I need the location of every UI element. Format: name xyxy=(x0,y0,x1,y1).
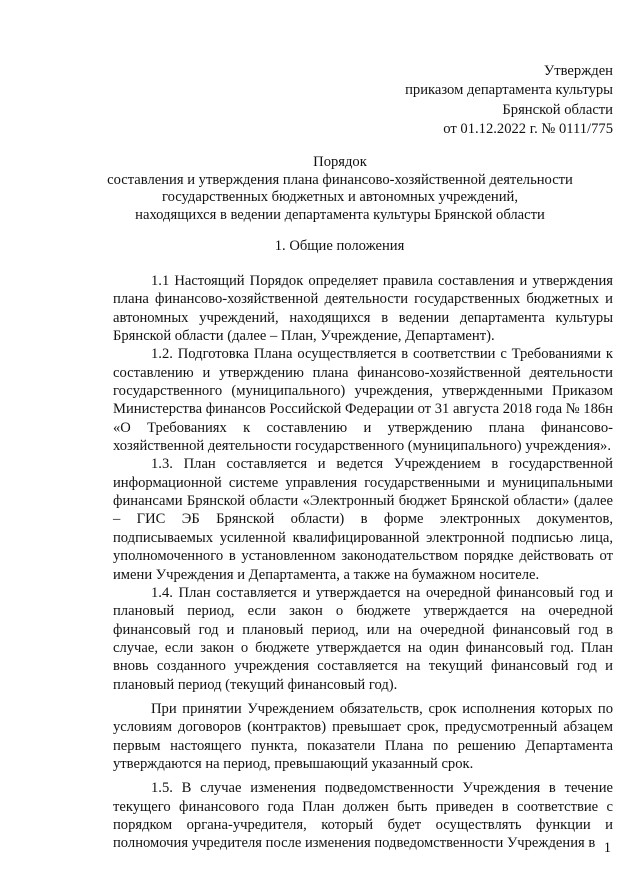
section-heading: 1. Общие положения xyxy=(274,238,405,254)
document-title xyxy=(100,154,580,224)
title-line-3: государственных бюджетных и автономных учреждений, xyxy=(161,189,518,205)
paragraph-1-4-obligations: При принятии Учреждением обязательств, срок исполнения которых по условиям договоров (контрактов) превышает срок, предусмотренный абзацем первым настоящего пункта, показатели Плана по решению Департамента утверждаются на период, превышающий указанный срок. xyxy=(113,700,613,772)
approval-line-date-number: от 01.12.2022 г. № 0111/775 xyxy=(443,121,613,138)
paragraph-1-5: 1.5. В случае изменения подведомственности Учреждения в течение текущего финансового года План должен быть приведен в соответствие с порядком органа-учредителя, который будет осуществлять функции и полномочия учредителя после изменения подведомственности Учреждения в xyxy=(113,780,613,852)
title-line-2: составления и утверждения плана финансово-хозяйственной деятельности xyxy=(107,171,573,188)
paragraph-1-4: 1.4. План составляется и утверждается на очередной финансовый год и плановый период, если закон о бюджете утверждается на очередной финансовый год и плановый период, или на очередной финансовый год в случае, если закон о бюджете утверждается на один финансовый год. План вновь созданного учреждения составляется на текущий финансовый год и плановый период (текущий финансовый год). xyxy=(113,584,613,693)
approval-stamp xyxy=(405,62,613,140)
paragraph-1-2: 1.2. Подготовка Плана осуществляется в соответствии с Требованиями к составлению и утверждению плана финансово-хозяйственной деятельности государственного (муниципального) учреждения, утвержденными Приказом Министерства финансов Российской Федерации от 31 августа 2018 года № 186н «О Требованиях к составлению и утверждению плана финансово-хозяйственной деятельности государственного (муниципального) учреждения». xyxy=(113,346,613,455)
paragraph-1-3: 1.3. План составляется и ведется Учреждением в государственной информационной системе управления государственными и муниципальными финансами Брянской области «Электронный бюджет Брянской области» (далее – ГИС ЭБ Брянской области) в форме электронных документов, подписываемых усиленной квалифицированной электронной подписью лица, уполномоченного в установленном законодательством порядке действовать от имени Учреждения и Департамента, а также на бумажном носителе. xyxy=(113,456,613,583)
document-body xyxy=(113,272,613,853)
approval-line-order: приказом департамента культуры xyxy=(405,82,613,99)
paragraph-1-1: 1.1 Настоящий Порядок определяет правила составления и утверждения плана финансово-хозяйственной деятельности государственных бюджетных и автономных учреждений, находящихся в ведении департамента культуры Брянской области (далее – План, Учреждение, Департамент). xyxy=(113,273,613,345)
approval-line-region: Брянской области xyxy=(502,101,613,118)
approval-line-approved: Утвержден xyxy=(543,63,613,79)
page-number: 1 xyxy=(603,840,611,856)
title-line-4: находящихся в ведении департамента культуры Брянской области xyxy=(135,206,545,223)
title-line-1: Порядок xyxy=(313,154,367,170)
